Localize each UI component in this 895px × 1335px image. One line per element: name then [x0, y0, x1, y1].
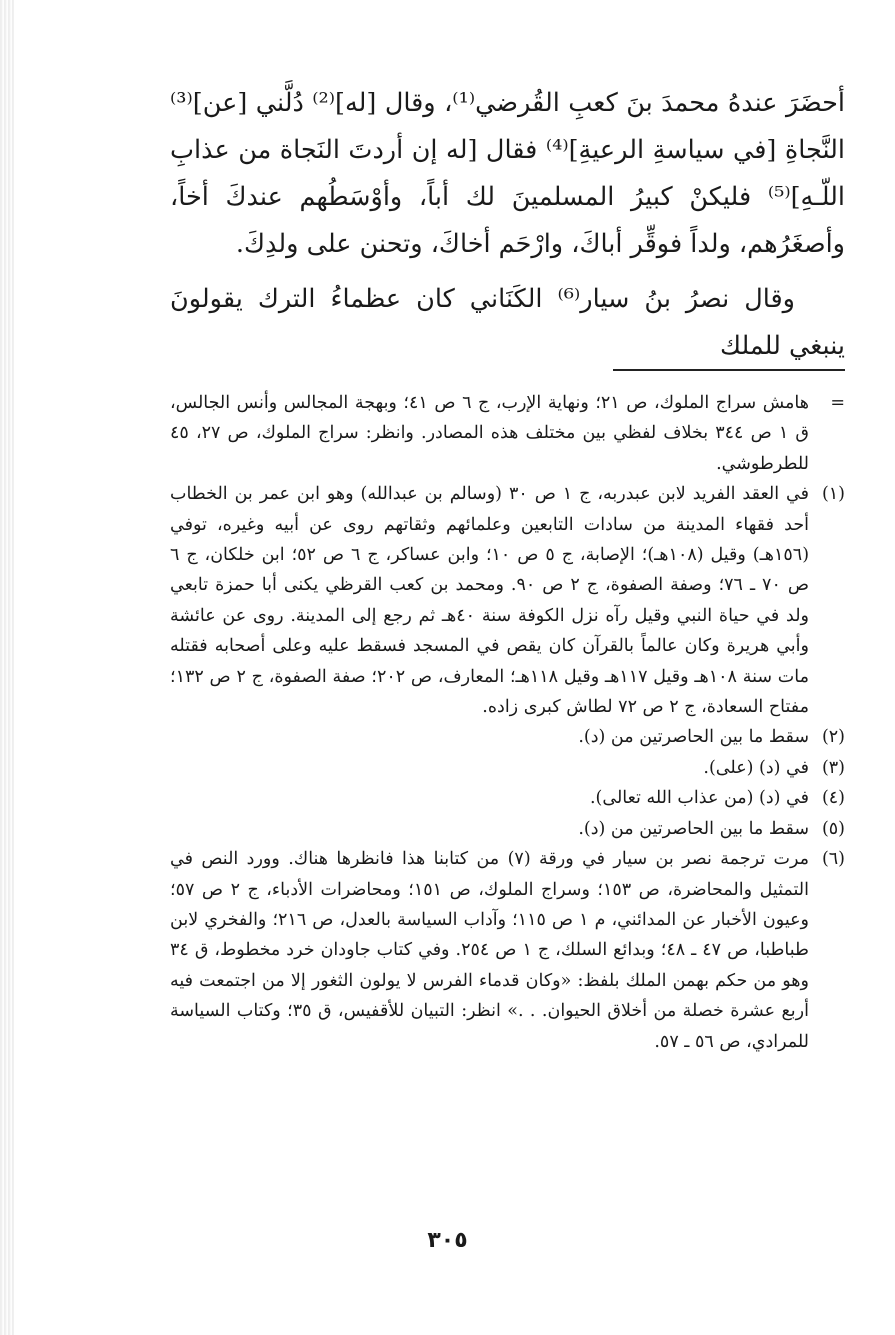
footnote-text: سقط ما بين الحاصرتين من (د). — [578, 818, 809, 839]
page-number: ٣٠٥ — [427, 1228, 468, 1253]
footnotes — [170, 388, 845, 1057]
footnote-text: هامش سراج الملوك، ص ٢١؛ ونهاية الإرب، ج ٦ ص ٤١؛ وبهجة المجالس وأنس الجالس، ق ١ ص ٣٤٤ بخلاف لفظي بين مختلف هذه المصادر. وانظر: سراج الملوك، ص ٢٧، ٤٥ للطرطوشي. — [170, 393, 809, 474]
main-text — [170, 80, 845, 370]
footnote-text: في (د) (على). — [703, 757, 809, 778]
footnote-text: في العقد الفريد لابن عبدربه، ج ١ ص ٣٠ (وسالم بن عبدالله) وهو ابن عمر بن الخطاب أحد فقهاء المدينة من سادات التابعين وعلمائهم وثقاتهم روى عن أبيه وغيره، توفي (١٥٦هـ) وقيل (١٠٨هـ)؛ الإصابة، ج ٥ ص ١٠؛ وابن عساكر، ج ٦ ص ٥٢؛ ابن خلكان، ج ٦ ص ٧٠ ـ ٧٦؛ وصفة الصفوة، ج ٢ ص ٩٠. ومحمد بن كعب القرظي يكنى أبا حمزة تابعي ولد في حياة النبي وقيل رآه نزل الكوفة سنة ٤٠هـ ثم رجع إلى المدينة. روى عن عائشة وأبي هريرة وكان عالماً بالقرآن كان يقص في المسجد فسقط عليه وعلى أصحابه فقتله مات سنة ١٠٨هـ وقيل ١١٧هـ وقيل ١١٨هـ؛ المعارف، ص ٢٠٢؛ صفة الصفوة، ج ٢ ص ١٣٢؛ مفتاح السعادة، ج ٢ ص ٧٢ لطاش كبرى زاده. — [170, 484, 810, 718]
scan-edge — [0, 0, 14, 1335]
footnote-2 — [170, 722, 845, 752]
footnote-text: مرت ترجمة نصر بن سيار في ورقة (٧) من كتابنا هذا فانظرها هناك. وورد النص في التمثيل والمحاضرة، ص ١٥٣؛ وسراج الملوك، ص ١٥١؛ ومحاضرات الأدباء، ج ٢ ص ٥٧؛ وعيون الأخبار عن المدائني، م ١ ص ١١٥؛ وآداب السياسة بالعدل، ص ٢١٦؛ والفخري لابن طباطبا، ص ٤٧ ـ ٤٨؛ وبدائع السلك، ج ١ ص ٢٥٤. وفي كتاب جاودان خرد مخطوط، ق ٣٤ وهو من حكم بهمن الملك بلفظ: «وكان قدماء الفرس لا يولون الثغور إلا من اجتمعت فيه أربع عشرة خصلة من أخلاق الحيوان. . .» انظر: التبيان للأقفيس، ق ٣٥؛ وكتاب السياسة للمرادي، ص ٥٦ ـ ٥٧. — [170, 849, 809, 1052]
footnote-marker: (٥) — [821, 818, 845, 839]
footnote-continuation — [170, 388, 845, 479]
footnote-4 — [170, 783, 845, 813]
footnote-marker: (٦) — [821, 849, 845, 870]
footnote-text: سقط ما بين الحاصرتين من (د). — [578, 727, 809, 748]
footnote-6 — [170, 844, 845, 1057]
paragraph-1: أحضَرَ عندهُ محمدَ بنَ كعبِ القُرضي⁽¹⁾، وقال [له]⁽²⁾ دُلَّني [عن]⁽³⁾ النَّجاةِ [في سياسةِ الرعيةِ]⁽⁴⁾ فقال [له إن أردتَ النَجاة من عذابِ اللّـهِ]⁽⁵⁾ فليكنْ كبيرُ المسلمينَ لك أباً، وأوْسَطُهم عندكَ أخاً، وأصغَرُهم، ولداً فوقِّر أباكَ، وارْحَم أخاكَ، وتحنن على ولدِكَ. — [170, 88, 845, 259]
footnote-marker: (٢) — [821, 727, 845, 748]
paragraph-2: وقال نصرُ بنُ سيار⁽⁶⁾ الكَنَاني كان عظماءُ الترك يقولونَ ينبغي للملك — [170, 284, 845, 361]
footnote-text: في (د) (من عذاب الله تعالى). — [589, 788, 809, 809]
footnote-marker: (١) — [821, 484, 845, 505]
footnote-marker: (٣) — [821, 757, 845, 778]
footnote-1 — [170, 479, 845, 722]
footnote-3 — [170, 753, 845, 783]
footnote-separator — [613, 369, 845, 371]
footnote-5 — [170, 814, 845, 844]
footnote-marker: (٤) — [821, 788, 845, 809]
footnote-marker: = — [830, 393, 845, 413]
